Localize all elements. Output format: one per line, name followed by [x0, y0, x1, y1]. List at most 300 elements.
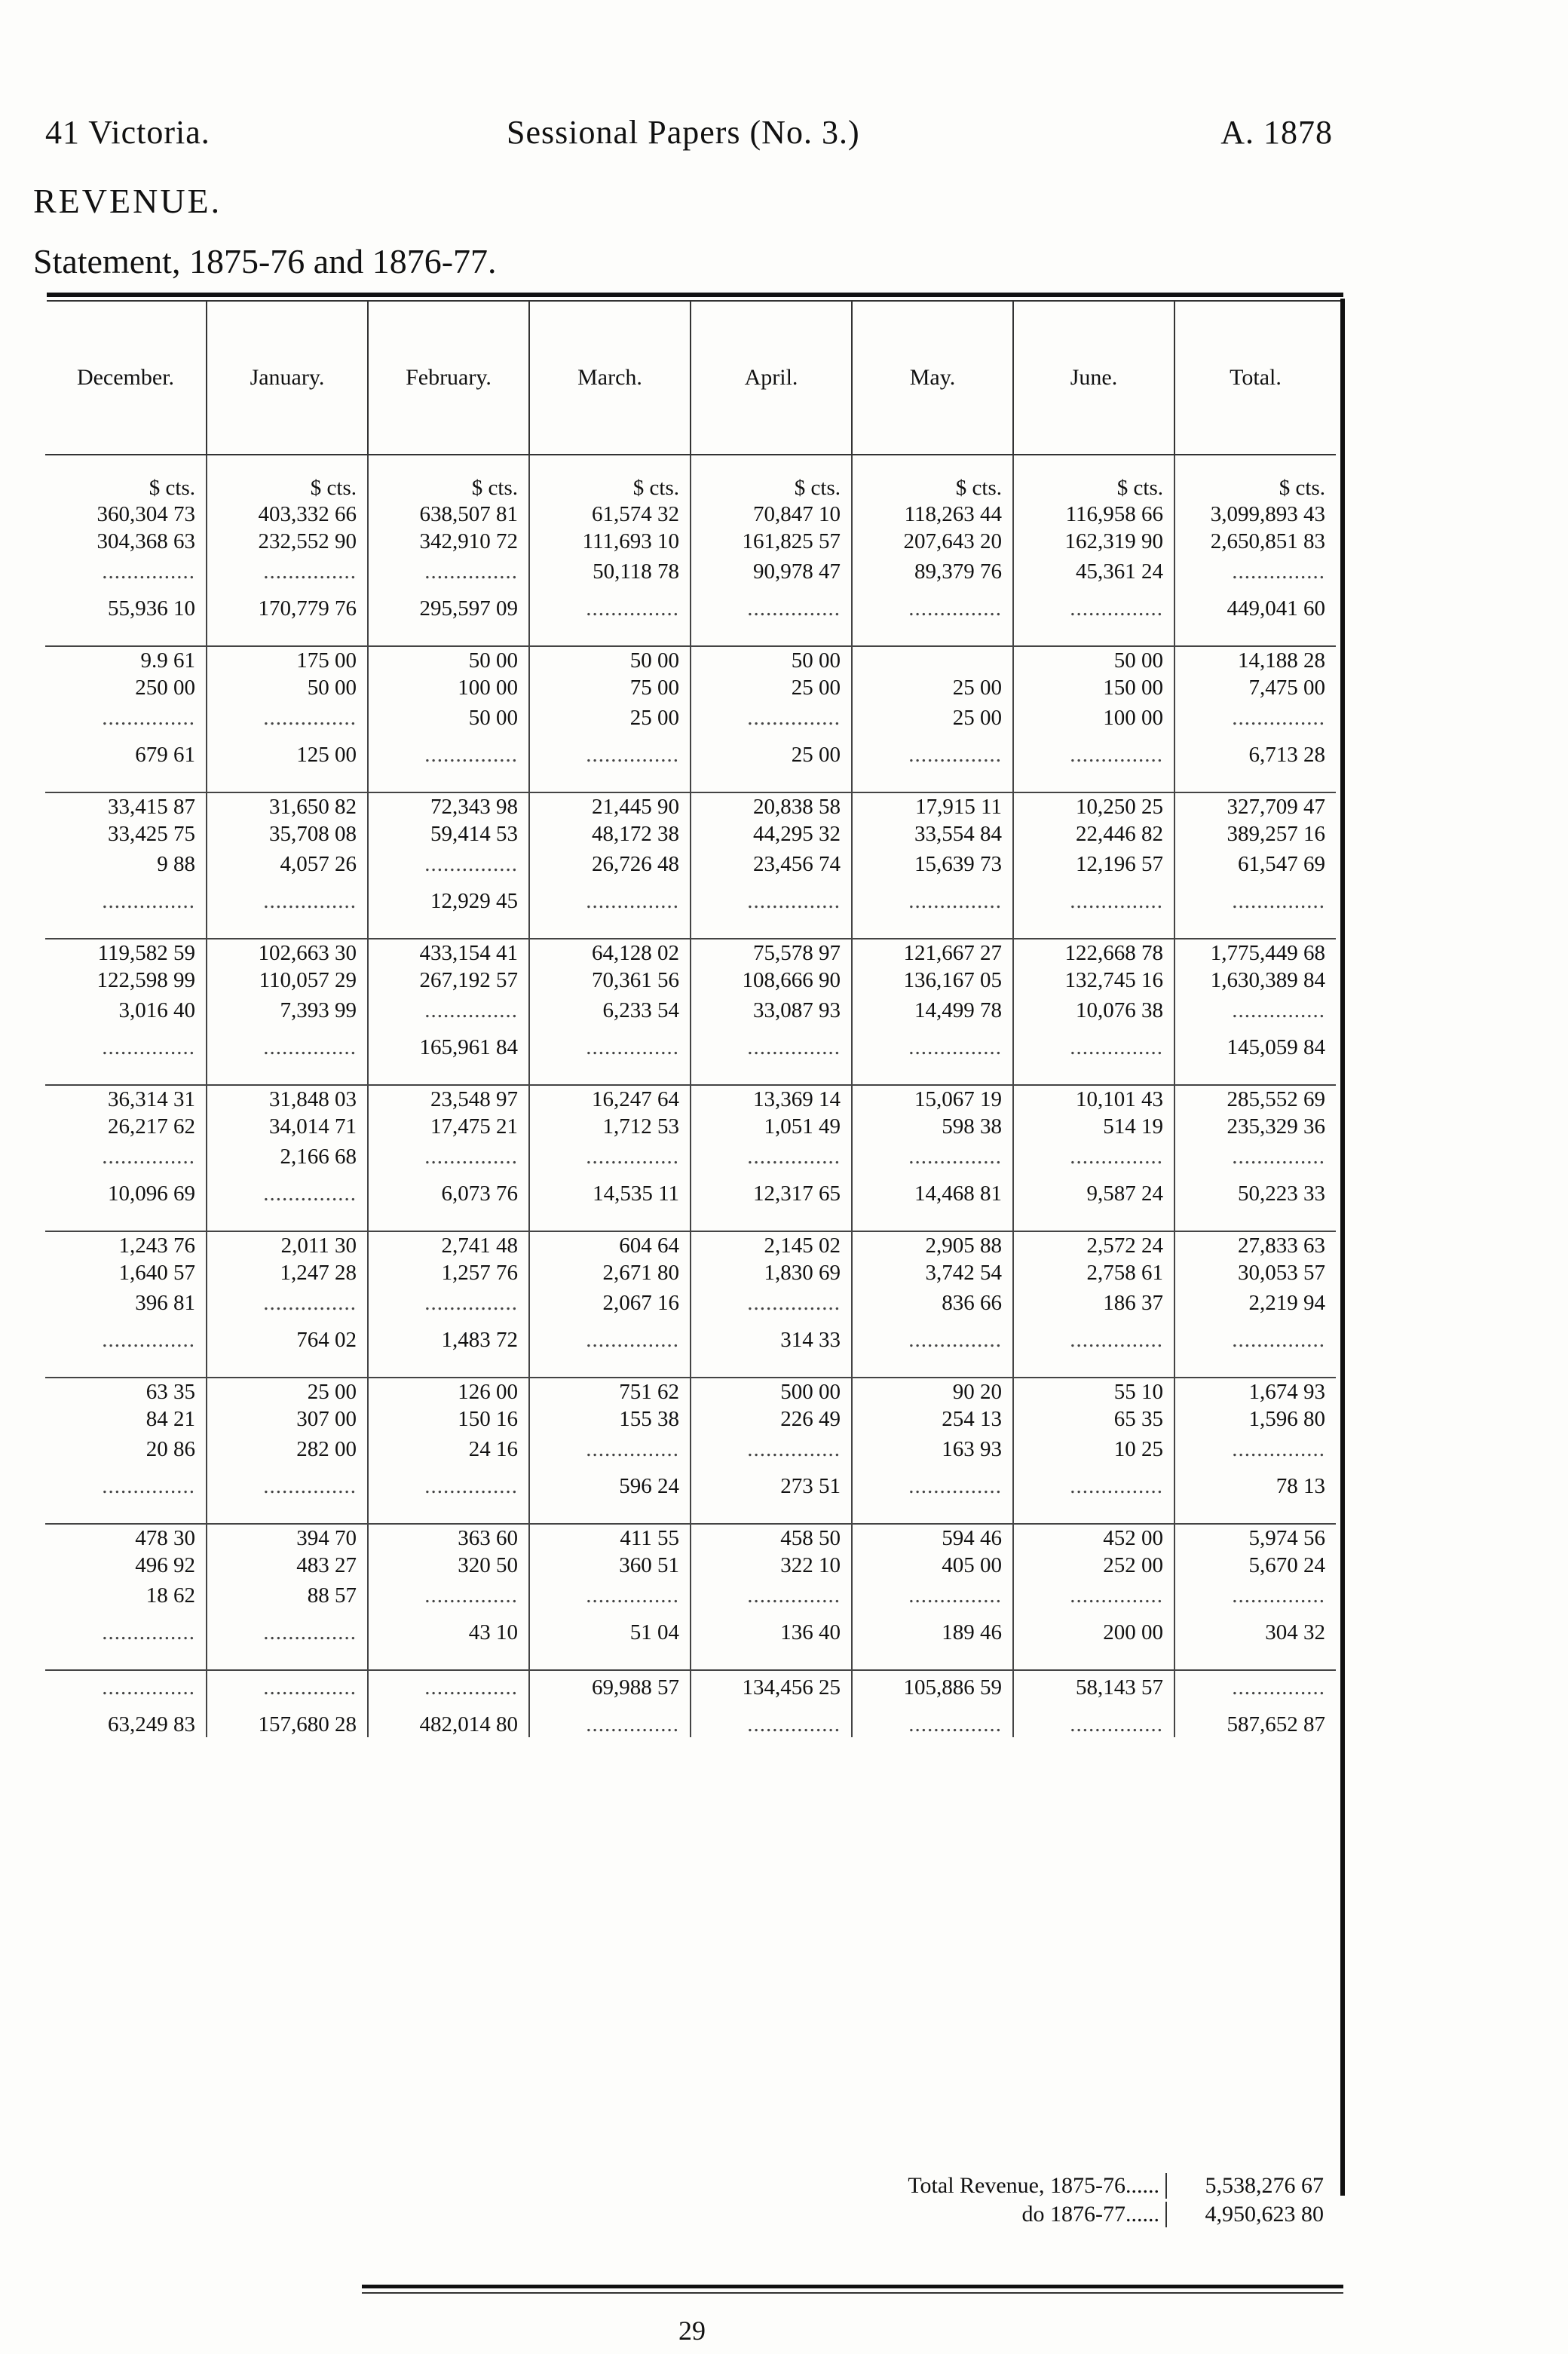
table-cell: ............... — [1174, 1320, 1336, 1353]
revenue-table — [45, 302, 1336, 1737]
table-cell: 500 00 — [691, 1378, 852, 1405]
table-cell — [45, 768, 207, 792]
table-cell: ............... — [368, 1670, 529, 1704]
column-header-row — [45, 302, 1336, 455]
table-cell — [45, 621, 207, 646]
group-divider — [45, 768, 1336, 792]
table-cell: ............... — [368, 1286, 529, 1320]
table-cell: 118,263 44 — [852, 501, 1013, 528]
table-cell — [852, 1206, 1013, 1231]
table-cell: ............... — [1013, 734, 1174, 768]
table-cell: $ cts. — [207, 455, 368, 501]
table-cell: 50,118 78 — [529, 555, 691, 588]
table-cell: 342,910 72 — [368, 528, 529, 555]
table-cell: 10,101 43 — [1013, 1085, 1174, 1113]
group-divider — [45, 1499, 1336, 1524]
table-cell: ............... — [1174, 1433, 1336, 1466]
table-cell: 322 10 — [691, 1552, 852, 1579]
table-row — [45, 1113, 1336, 1140]
table-cell: ............... — [102, 1474, 195, 1498]
table-cell: ............... — [1174, 701, 1336, 734]
table-cell: 121,667 27 — [852, 939, 1013, 967]
table-cell: 360,304 73 — [96, 501, 195, 526]
table-cell: 122,598 99 — [96, 967, 195, 992]
table-cell: ............... — [1174, 1140, 1336, 1173]
table-cell — [45, 914, 207, 939]
section-title: REVENUE. — [33, 182, 222, 220]
table-cell: ............... — [207, 1466, 368, 1499]
table-cell: 16,247 64 — [529, 1085, 691, 1113]
table-cell: 1,483 72 — [368, 1320, 529, 1353]
table-cell — [368, 1499, 529, 1524]
table-cell: 20 86 — [145, 1436, 195, 1461]
table-cell — [1013, 1353, 1174, 1378]
table-cell: 1,630,389 84 — [1174, 967, 1336, 994]
table-cell: 72,343 98 — [368, 792, 529, 820]
table-cell: 50,223 33 — [1174, 1173, 1336, 1206]
table-cell: 598 38 — [852, 1113, 1013, 1140]
table-cell — [852, 1060, 1013, 1085]
table-cell — [529, 1645, 691, 1670]
table-cell: ............... — [1013, 881, 1174, 914]
table-cell: 764 02 — [207, 1320, 368, 1353]
table-cell: 320 50 — [368, 1552, 529, 1579]
column-header-june: June. — [1013, 302, 1174, 455]
table-cell — [1174, 1645, 1336, 1670]
table-cell: 26,726 48 — [529, 848, 691, 881]
table-cell: 25 00 — [852, 674, 1013, 701]
table-row — [45, 1378, 1336, 1405]
table-cell: 12,196 57 — [1013, 848, 1174, 881]
table-cell: 65 35 — [1013, 1405, 1174, 1433]
table-cell: 50 00 — [207, 674, 368, 701]
table-cell: 100 00 — [1013, 701, 1174, 734]
header-right: A. 1878 — [1220, 114, 1333, 151]
table-cell: 125 00 — [207, 734, 368, 768]
table-cell: 43 10 — [368, 1612, 529, 1645]
table-cell: ............... — [691, 1286, 852, 1320]
table-cell — [1174, 1499, 1336, 1524]
table-cell: ............... — [102, 1328, 195, 1352]
table-cell: $ cts. — [149, 476, 195, 500]
table-cell — [45, 1645, 207, 1670]
difference-row — [45, 1027, 1336, 1060]
table-cell: 20,838 58 — [691, 792, 852, 820]
table-cell: 50 00 — [529, 646, 691, 674]
table-cell — [852, 1645, 1013, 1670]
table-cell: 70,361 56 — [529, 967, 691, 994]
table-row — [45, 501, 1336, 528]
table-cell: ............... — [1013, 1140, 1174, 1173]
table-cell: 836 66 — [852, 1286, 1013, 1320]
table-cell: 12,929 45 — [368, 881, 529, 914]
table-cell: ............... — [368, 555, 529, 588]
table-cell: 2,219 94 — [1174, 1286, 1336, 1320]
table-cell: 252 00 — [1013, 1552, 1174, 1579]
table-cell — [1013, 1060, 1174, 1085]
table-cell: ............... — [691, 701, 852, 734]
table-cell: 88 57 — [207, 1579, 368, 1612]
table-cell: $ cts. — [852, 455, 1013, 501]
table-cell: 55,936 10 — [108, 596, 195, 621]
table-row — [45, 939, 1336, 967]
table-cell: 10,096 69 — [108, 1182, 195, 1206]
top-rule — [47, 293, 1343, 297]
table-cell: 396 81 — [135, 1290, 195, 1315]
table-cell: 136,167 05 — [852, 967, 1013, 994]
table-cell: 452 00 — [1013, 1524, 1174, 1552]
table-cell: 21,445 90 — [529, 792, 691, 820]
group-divider — [45, 914, 1336, 939]
table-cell: 3,099,893 43 — [1174, 501, 1336, 528]
table-cell — [45, 1499, 207, 1524]
table-cell: ............... — [1174, 881, 1336, 914]
table-cell: 394 70 — [207, 1524, 368, 1552]
table-cell: 1,596 80 — [1174, 1405, 1336, 1433]
table-cell: ............... — [102, 1035, 195, 1059]
table-cell: 108,666 90 — [691, 967, 852, 994]
table-cell — [1174, 621, 1336, 646]
table-cell: 136 40 — [691, 1612, 852, 1645]
table-row — [45, 1259, 1336, 1286]
table-cell: ............... — [529, 734, 691, 768]
table-cell — [207, 621, 368, 646]
totals-value: 5,538,276 67 — [1165, 2173, 1324, 2199]
table-cell: 2,758 61 — [1013, 1259, 1174, 1286]
table-cell: 1,247 28 — [207, 1259, 368, 1286]
table-cell: 25 00 — [852, 701, 1013, 734]
table-cell — [852, 646, 1013, 674]
difference-row — [45, 881, 1336, 914]
table-cell: 48,172 38 — [529, 820, 691, 848]
table-cell: 232,552 90 — [207, 528, 368, 555]
table-cell — [1013, 1499, 1174, 1524]
table-cell: ............... — [1013, 1027, 1174, 1060]
table-cell — [691, 914, 852, 939]
table-cell: 360 51 — [529, 1552, 691, 1579]
group-divider — [45, 621, 1336, 646]
table-cell: 75,578 97 — [691, 939, 852, 967]
table-cell: ............... — [1013, 1320, 1174, 1353]
table-cell: ............... — [852, 588, 1013, 621]
table-cell: 24 16 — [368, 1433, 529, 1466]
table-cell: ............... — [207, 1286, 368, 1320]
table-cell — [1013, 621, 1174, 646]
table-cell: 2,145 02 — [691, 1231, 852, 1259]
table-row — [45, 674, 1336, 701]
table-cell: ............... — [529, 588, 691, 621]
column-header-total: Total. — [1174, 302, 1336, 455]
table-cell: 27,833 63 — [1174, 1231, 1336, 1259]
table-cell: 604 64 — [529, 1231, 691, 1259]
table-cell: 1,830 69 — [691, 1259, 852, 1286]
difference-row — [45, 1173, 1336, 1206]
table-cell: 116,958 66 — [1013, 501, 1174, 528]
table-cell: 61,574 32 — [529, 501, 691, 528]
table-cell: 110,057 29 — [207, 967, 368, 994]
table-cell: 6,713 28 — [1174, 734, 1336, 768]
table-cell: 44,295 32 — [691, 820, 852, 848]
table-cell: ............... — [207, 1612, 368, 1645]
final-difference-row — [45, 1670, 1336, 1704]
table-cell: 5,670 24 — [1174, 1552, 1336, 1579]
table-cell: 58,143 57 — [1013, 1670, 1174, 1704]
table-cell — [45, 1060, 207, 1085]
table-cell — [852, 768, 1013, 792]
table-cell: 2,905 88 — [852, 1231, 1013, 1259]
table-cell: ............... — [852, 881, 1013, 914]
table-cell: 31,848 03 — [207, 1085, 368, 1113]
column-header-february: February. — [368, 302, 529, 455]
difference-row — [45, 994, 1336, 1027]
table-cell: 14,188 28 — [1174, 646, 1336, 674]
table-cell: 496 92 — [135, 1552, 195, 1577]
table-cell: 14,535 11 — [529, 1173, 691, 1206]
header-left: 41 Victoria. — [45, 114, 210, 151]
table-cell: 3,016 40 — [118, 998, 195, 1022]
statement-title: Statement, 1875-76 and 1876-77. — [33, 242, 497, 280]
table-cell: 10 25 — [1013, 1433, 1174, 1466]
table-cell: 25 00 — [529, 701, 691, 734]
table-cell — [368, 1353, 529, 1378]
table-cell: 10,250 25 — [1013, 792, 1174, 820]
column-header-may: May. — [852, 302, 1013, 455]
table-cell: 25 00 — [207, 1378, 368, 1405]
table-row — [45, 528, 1336, 555]
difference-row — [45, 848, 1336, 881]
column-header-april: April. — [691, 302, 852, 455]
table-cell: ............... — [852, 1027, 1013, 1060]
table-cell: ............... — [852, 1579, 1013, 1612]
table-cell: 1,674 93 — [1174, 1378, 1336, 1405]
column-header-december: December. — [45, 302, 207, 455]
table-cell: ............... — [368, 734, 529, 768]
table-cell: 175 00 — [207, 646, 368, 674]
table-cell: $ cts. — [1174, 455, 1336, 501]
table-row — [45, 1085, 1336, 1113]
table-cell: ............... — [691, 1140, 852, 1173]
page-number: 29 — [678, 2316, 706, 2346]
table-cell — [368, 1060, 529, 1085]
table-cell — [1013, 1645, 1174, 1670]
difference-row — [45, 1612, 1336, 1645]
table-cell: ............... — [529, 1140, 691, 1173]
table-cell: 90,978 47 — [691, 555, 852, 588]
table-cell — [691, 768, 852, 792]
table-cell: $ cts. — [691, 455, 852, 501]
table-cell: 207,643 20 — [852, 528, 1013, 555]
table-cell: 23,548 97 — [368, 1085, 529, 1113]
totals-value: 4,950,623 80 — [1165, 2202, 1324, 2227]
table-cell: 150 16 — [368, 1405, 529, 1433]
table-cell: ............... — [207, 1173, 368, 1206]
header-center: Sessional Papers (No. 3.) — [507, 114, 860, 151]
table-cell: 9 88 — [157, 851, 195, 876]
table-row — [45, 967, 1336, 994]
table-cell: 2,067 16 — [529, 1286, 691, 1320]
table-cell: ............... — [102, 559, 195, 584]
table-cell: 102,663 30 — [207, 939, 368, 967]
group-divider — [45, 1645, 1336, 1670]
group-divider — [45, 1206, 1336, 1231]
table-cell: 33,087 93 — [691, 994, 852, 1027]
table-cell: 2,671 80 — [529, 1259, 691, 1286]
table-cell — [852, 914, 1013, 939]
table-cell: 17,475 21 — [368, 1113, 529, 1140]
table-cell: 9,587 24 — [1013, 1173, 1174, 1206]
table-cell — [852, 621, 1013, 646]
table-cell: 100 00 — [368, 674, 529, 701]
table-cell: ............... — [207, 1670, 368, 1704]
difference-row — [45, 1579, 1336, 1612]
table-cell: ............... — [691, 1704, 852, 1737]
table-body — [45, 455, 1336, 1737]
table-cell: ............... — [102, 1144, 195, 1169]
table-cell: 514 19 — [1013, 1113, 1174, 1140]
table-cell: 449,041 60 — [1174, 588, 1336, 621]
table-cell: ............... — [1013, 1579, 1174, 1612]
table-cell: 126 00 — [368, 1378, 529, 1405]
table-cell: 1,243 76 — [118, 1233, 195, 1258]
table-cell: 35,708 08 — [207, 820, 368, 848]
table-cell: ............... — [102, 1620, 195, 1644]
table-cell: 411 55 — [529, 1524, 691, 1552]
table-cell: 2,166 68 — [207, 1140, 368, 1173]
table-cell — [368, 914, 529, 939]
table-cell: ............... — [852, 1466, 1013, 1499]
revenue-table-container — [45, 302, 1336, 1737]
table-cell: 59,414 53 — [368, 820, 529, 848]
group-divider — [45, 1060, 1336, 1085]
table-cell: 304,368 63 — [96, 529, 195, 553]
totals-row-1875-76 — [799, 2172, 1342, 2200]
column-header-march: March. — [529, 302, 691, 455]
column-header-january: January. — [207, 302, 368, 455]
table-cell: 34,014 71 — [207, 1113, 368, 1140]
table-row — [45, 792, 1336, 820]
unit-row — [45, 455, 1336, 501]
table-cell — [1013, 914, 1174, 939]
table-cell: 307 00 — [207, 1405, 368, 1433]
table-cell: 235,329 36 — [1174, 1113, 1336, 1140]
table-cell: ............... — [102, 1675, 195, 1700]
table-cell: 64,128 02 — [529, 939, 691, 967]
table-cell: 2,741 48 — [368, 1231, 529, 1259]
difference-row — [45, 1286, 1336, 1320]
table-cell: 15,067 19 — [852, 1085, 1013, 1113]
difference-row — [45, 734, 1336, 768]
table-cell: 189 46 — [852, 1612, 1013, 1645]
table-cell — [368, 1645, 529, 1670]
table-cell: ............... — [852, 1140, 1013, 1173]
table-cell: ............... — [529, 1433, 691, 1466]
table-cell — [691, 621, 852, 646]
table-cell — [529, 1499, 691, 1524]
table-cell: 594 46 — [852, 1524, 1013, 1552]
table-cell: 61,547 69 — [1174, 848, 1336, 881]
table-cell: 23,456 74 — [691, 848, 852, 881]
table-cell: 1,640 57 — [118, 1260, 195, 1285]
table-cell: 1,257 76 — [368, 1259, 529, 1286]
table-cell: 638,507 81 — [368, 501, 529, 528]
table-cell: 5,974 56 — [1174, 1524, 1336, 1552]
table-cell: ............... — [691, 1027, 852, 1060]
table-cell: 36,314 31 — [108, 1087, 195, 1111]
table-cell: 7,475 00 — [1174, 674, 1336, 701]
table-cell: 84 21 — [145, 1406, 195, 1431]
table-row — [45, 1552, 1336, 1579]
table-cell: 267,192 57 — [368, 967, 529, 994]
table-cell — [529, 914, 691, 939]
table-cell: 50 00 — [368, 646, 529, 674]
table-cell: ............... — [691, 1579, 852, 1612]
table-cell: ............... — [852, 1320, 1013, 1353]
table-cell: 3,742 54 — [852, 1259, 1013, 1286]
table-row — [45, 1405, 1336, 1433]
table-cell: ............... — [1174, 555, 1336, 588]
difference-row — [45, 555, 1336, 588]
table-cell: 33,415 87 — [108, 794, 195, 819]
table-cell: 157,680 28 — [207, 1704, 368, 1737]
table-cell — [368, 621, 529, 646]
table-cell: 33,554 84 — [852, 820, 1013, 848]
table-cell: 478 30 — [135, 1525, 195, 1550]
table-cell — [1013, 1206, 1174, 1231]
totals-row-1876-77 — [799, 2200, 1342, 2229]
table-cell: 50 00 — [691, 646, 852, 674]
table-cell: 63 35 — [145, 1379, 195, 1404]
table-cell: ............... — [691, 588, 852, 621]
table-cell — [691, 1499, 852, 1524]
table-row — [45, 1231, 1336, 1259]
table-cell: 51 04 — [529, 1612, 691, 1645]
table-cell: ............... — [207, 1027, 368, 1060]
table-cell: ............... — [368, 848, 529, 881]
table-cell — [207, 914, 368, 939]
difference-row — [45, 701, 1336, 734]
table-cell: ............... — [207, 701, 368, 734]
table-cell: 161,825 57 — [691, 528, 852, 555]
table-cell — [368, 768, 529, 792]
table-cell: ............... — [852, 734, 1013, 768]
right-border-rule — [1340, 299, 1345, 2196]
table-cell — [1174, 1206, 1336, 1231]
table-cell: 78 13 — [1174, 1466, 1336, 1499]
table-cell: 25 00 — [691, 674, 852, 701]
table-cell: ............... — [1174, 1579, 1336, 1612]
table-cell: ............... — [368, 1140, 529, 1173]
table-cell: 163 93 — [852, 1433, 1013, 1466]
final-difference-row — [45, 1704, 1336, 1737]
table-cell — [1174, 1060, 1336, 1085]
table-cell: 165,961 84 — [368, 1027, 529, 1060]
table-cell: 89,379 76 — [852, 555, 1013, 588]
table-cell: ............... — [529, 1704, 691, 1737]
table-cell — [529, 1060, 691, 1085]
totals-summary — [799, 2172, 1342, 2229]
table-cell: ............... — [368, 1579, 529, 1612]
table-cell: 162,319 90 — [1013, 528, 1174, 555]
table-cell: 596 24 — [529, 1466, 691, 1499]
group-divider — [45, 1353, 1336, 1378]
table-cell: 6,073 76 — [368, 1173, 529, 1206]
table-cell: 111,693 10 — [529, 528, 691, 555]
table-cell — [1013, 768, 1174, 792]
table-cell: ............... — [368, 1466, 529, 1499]
table-cell: ............... — [1013, 1466, 1174, 1499]
table-cell: 70,847 10 — [691, 501, 852, 528]
table-cell: 273 51 — [691, 1466, 852, 1499]
